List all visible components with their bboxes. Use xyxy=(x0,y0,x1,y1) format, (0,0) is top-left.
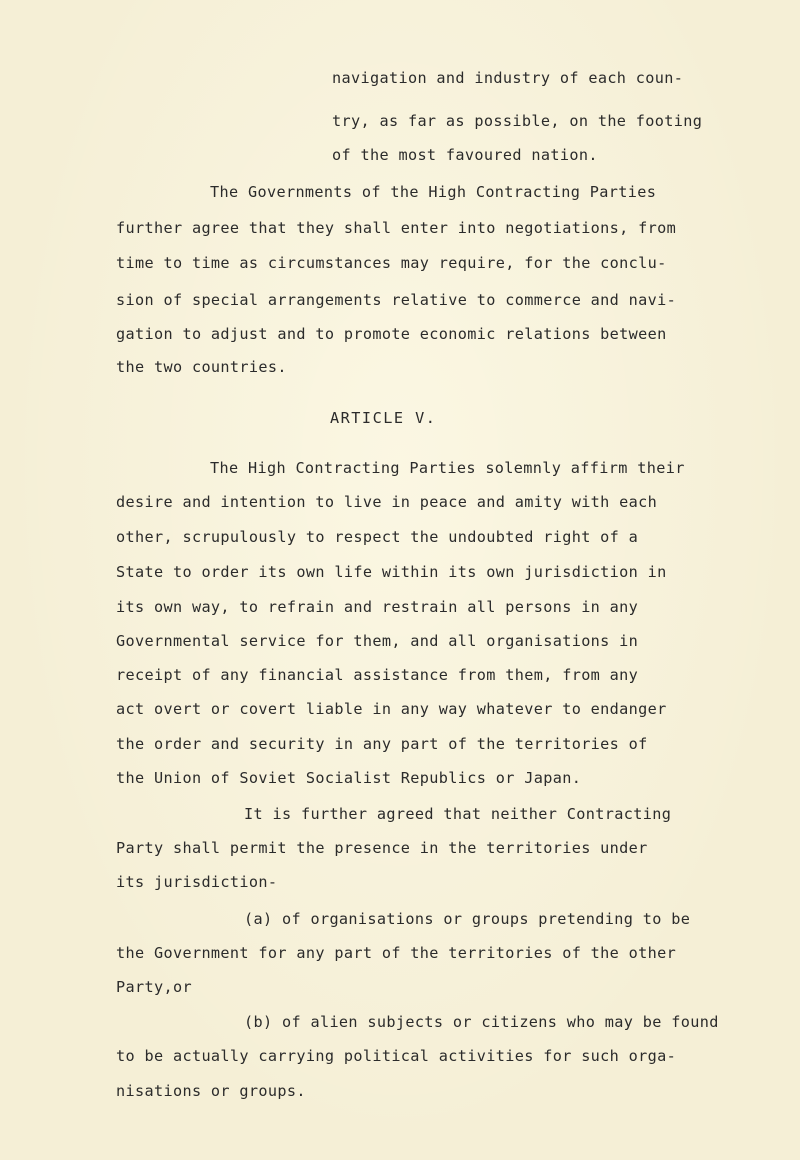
text-line: its jurisdiction- xyxy=(116,873,278,891)
text-line: the Union of Soviet Socialist Republics or Japan. xyxy=(116,769,582,787)
text-line: State to order its own life within its own jurisdiction in xyxy=(116,563,667,581)
text-line: The Governments of the High Contracting Parties xyxy=(210,183,657,201)
text-line: time to time as circumstances may require, for the conclu- xyxy=(116,254,667,272)
text-line: other, scrupulously to respect the undoubted right of a xyxy=(116,528,639,546)
text-line: the Government for any part of the territories of the other xyxy=(116,944,677,962)
text-line: of the most favoured nation. xyxy=(332,146,598,164)
text-line: try, as far as possible, on the footing xyxy=(332,112,703,130)
text-line: desire and intention to live in peace and amity with each xyxy=(116,493,658,511)
text-line: gation to adjust and to promote economic relations between xyxy=(116,325,667,343)
text-line: to be actually carrying political activities for such orga- xyxy=(116,1047,677,1065)
text-line: further agree that they shall enter into negotiations, from xyxy=(116,219,677,237)
text-line: (a) of organisations or groups pretending to be xyxy=(244,910,691,928)
text-line: navigation and industry of each coun- xyxy=(332,69,684,87)
text-line: (b) of alien subjects or citizens who may be found xyxy=(244,1013,719,1031)
text-line: Governmental service for them, and all organisations in xyxy=(116,632,639,650)
article-heading: ARTICLE V. xyxy=(330,409,437,427)
text-line: receipt of any financial assistance from them, from any xyxy=(116,666,639,684)
text-line: The High Contracting Parties solemnly affirm their xyxy=(210,459,685,477)
text-line: its own way, to refrain and restrain all persons in any xyxy=(116,598,639,616)
text-line: nisations or groups. xyxy=(116,1082,306,1100)
text-line: the order and security in any part of the territories of xyxy=(116,735,648,753)
text-line: sion of special arrangements relative to commerce and navi- xyxy=(116,291,677,309)
text-line: Party,or xyxy=(116,978,192,996)
text-line: act overt or covert liable in any way whatever to endanger xyxy=(116,700,667,718)
text-line: It is further agreed that neither Contracting xyxy=(244,805,672,823)
text-line: Party shall permit the presence in the territories under xyxy=(116,839,648,857)
text-line: the two countries. xyxy=(116,358,287,376)
